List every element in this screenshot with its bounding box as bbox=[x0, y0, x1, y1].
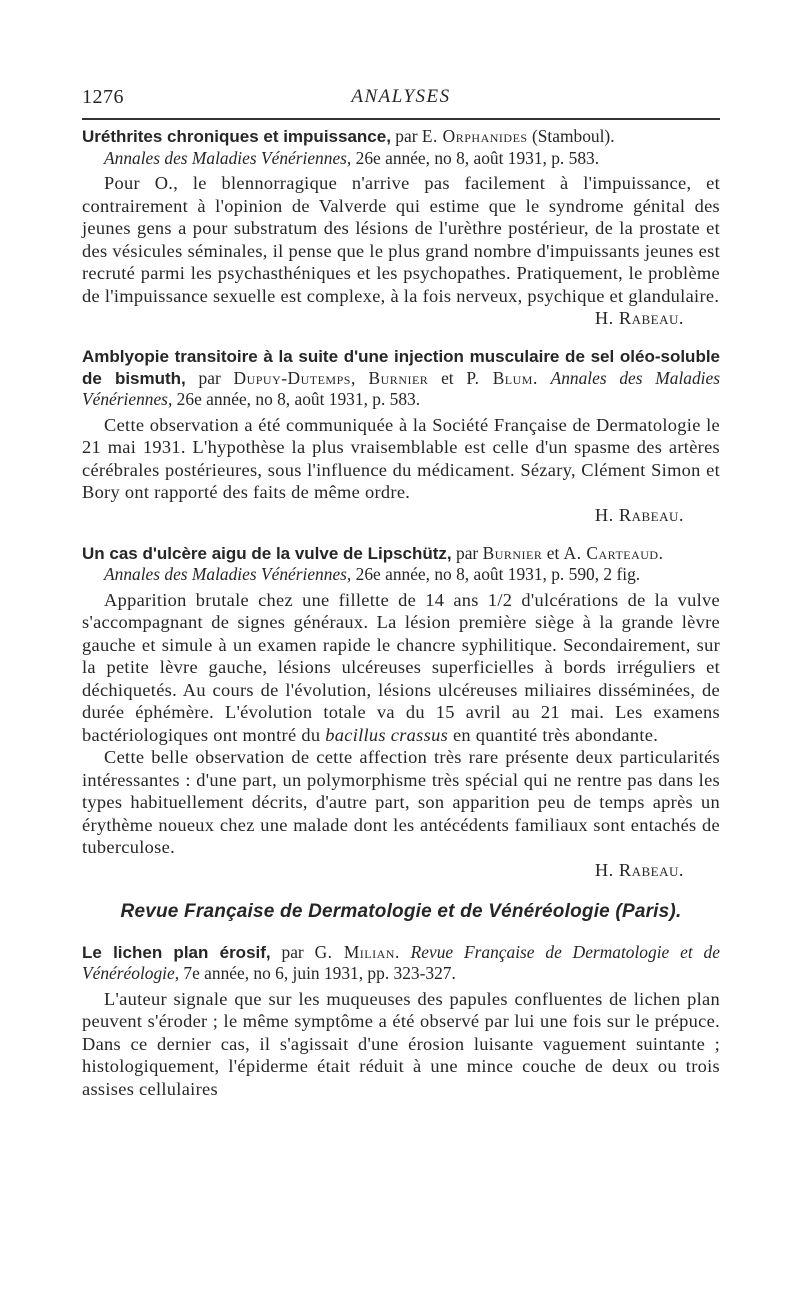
and-word: et bbox=[546, 542, 560, 563]
journal-name: Revue Française de Dermatologie et de Vénéréologie, bbox=[82, 941, 720, 983]
abstract-entry-ulcere-vulve bbox=[82, 543, 720, 881]
abstract-paragraph: Cette belle observation de cette affection très rare présente deux particularités intéressantes : d'une part, un polymorphisme très spécial qui ne rentre pas dans les types habituellement décrits, d'autre part, son apparition peu de temps après un érythème noueux chez une malade dont les antécédents familiaux sont entachés de tuberculose. bbox=[82, 747, 720, 857]
citation bbox=[82, 942, 720, 984]
reviewer-name: H. Rabeau. bbox=[594, 308, 684, 328]
abstract-paragraph bbox=[82, 589, 720, 747]
abstract-entry-lichen-plan bbox=[82, 942, 720, 1101]
author-name: E. Orphanides bbox=[421, 126, 528, 146]
paragraph-text-end: en quantité très abondante. bbox=[452, 724, 659, 745]
journal-details: 26e année, no 8, août 1931, p. 583. bbox=[176, 389, 421, 409]
abstract-paragraph: Pour O., le blennorragique n'arrive pas facilement à l'impuissance, et contrairement à l'opinion de Valverde qui estime que le syndrome génital des jeunes gens a pour substratum des lésions de l'urèthre postérieur, de la prostate et des vésicules séminales, il pense que le plus grand nombre d'impuissants jeunes est recruté parmi les psychasthéniques et les psychopathes. Pratiquement, le problème de l'impuissance sexuelle est complexe, à la fois nerveux, psychique et glandulaire. bbox=[82, 173, 720, 306]
author-location: (Stamboul). bbox=[531, 126, 615, 146]
author-name: P. Blum. bbox=[466, 367, 538, 388]
author-name: A. Carteaud. bbox=[563, 542, 664, 563]
abstract-title: Amblyopie transitoire à la suite d'une injection musculaire de sel oléo-soluble de bismuth, bbox=[82, 347, 720, 388]
abstract-title: Un cas d'ulcère aigu de la vulve de Lipschütz, bbox=[82, 543, 452, 563]
by-word: par bbox=[281, 941, 304, 962]
reviewer-signature bbox=[82, 307, 720, 329]
page-number: 1276 bbox=[82, 86, 124, 108]
journal-name: Annales des Maladies Vénériennes, bbox=[104, 147, 352, 168]
species-name: bacillus crassus bbox=[325, 724, 449, 745]
journal-line bbox=[82, 564, 720, 585]
citation bbox=[82, 346, 720, 410]
abstract-title: Uréthrites chroniques et impuissance, bbox=[82, 127, 391, 146]
journal-name: Annales des Maladies Vénériennes, bbox=[104, 564, 352, 584]
abstract-paragraph: L'auteur signale que sur les muqueuses des papules confluentes de lichen plan peuvent s'éroder ; le même symptôme a été observé par lui une fois sur le prépuce. Dans ce dernier cas, il s'agissait d'une érosion luisante vaguement suintante ; histologiquement, l'épiderme était réduit à une mince couche de deux ou trois assises cellulaires bbox=[82, 988, 720, 1099]
reviewer-name: H. Rabeau. bbox=[594, 859, 684, 880]
abstract-title: Le lichen plan érosif, bbox=[82, 942, 271, 962]
citation bbox=[82, 543, 720, 585]
by-word: par bbox=[395, 126, 418, 146]
running-title: ANALYSES bbox=[351, 86, 451, 107]
section-heading: Revue Française de Dermatologie et de Vénéréologie (Paris). bbox=[120, 900, 682, 922]
journal-details: 26e année, no 8, août 1931, p. 583. bbox=[355, 147, 600, 168]
author-name: Burnier bbox=[368, 367, 429, 388]
citation bbox=[82, 126, 720, 168]
by-word: par bbox=[198, 367, 221, 388]
and-word: et bbox=[441, 367, 454, 388]
author-name: Dupuy-Dutemps, bbox=[233, 367, 356, 388]
reviewer-signature bbox=[82, 859, 720, 881]
abstract-paragraph: Cette observation a été communiquée à la Société Française de Dermatologie le 21 mai 1931. L'hypothèse la plus vraisemblable est celle d'un spasme des artères cérébrales postérieures, sous l'influence du médicament. Sézary, Clément Simon et Bory ont rapporté des faits de même ordre. bbox=[82, 414, 720, 502]
author-name: Burnier bbox=[482, 542, 543, 563]
journal-name: Annales des Maladies Vénériennes, bbox=[82, 367, 720, 409]
abstract-entry-urethrites bbox=[82, 126, 720, 329]
article-content bbox=[82, 126, 720, 1117]
journal-line bbox=[82, 148, 720, 169]
paragraph-text: Apparition brutale chez une fillette de 14 ans 1/2 d'ulcérations de la vulve s'accompagnant de signes généraux. La lésion première siège à la grande lèvre gauche et simule à un examen rapide le chancre syphilitique. Secondairement, sur la petite lèvre gauche, lésions ulcéreuses superficielles à bords irréguliers et déchiquetés. Au cours de l'évolution, lésions ulcéreuses miliaires disséminées, de durée éphémère. L'évolution totale va du 15 avril au 21 mai. Les examens bactériologiques ont montré du bbox=[82, 589, 720, 745]
page-header bbox=[82, 86, 720, 114]
header-rule bbox=[82, 118, 720, 120]
journal-details: 26e année, no 8, août 1931, p. 590, 2 fig. bbox=[355, 564, 641, 584]
reviewer-signature bbox=[82, 504, 720, 526]
abstract-entry-amblyopie bbox=[82, 346, 720, 526]
reviewer-name: H. Rabeau. bbox=[594, 504, 684, 525]
author-name: G. Milian. bbox=[314, 941, 400, 962]
by-word: par bbox=[456, 542, 479, 563]
journal-details: 7e année, no 6, juin 1931, pp. 323-327. bbox=[183, 963, 456, 983]
